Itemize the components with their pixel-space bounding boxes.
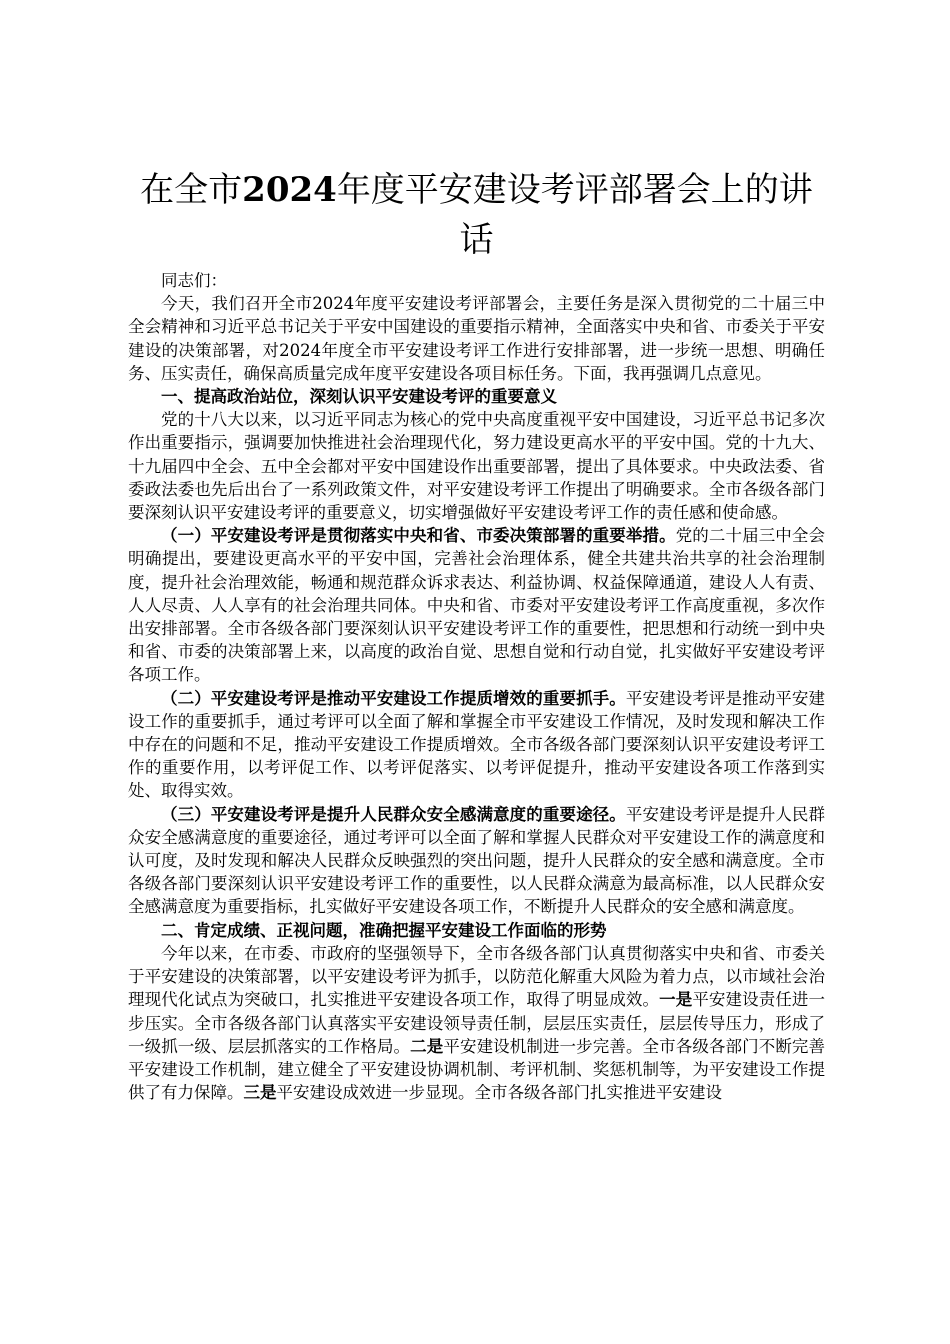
salutation: 同志们： [161, 271, 227, 290]
point-two-lead: 二是 [410, 1036, 444, 1056]
subsection-1c-lead: （三）平安建设考评是提升人民群众安全感满意度的重要途径。 [161, 804, 626, 824]
section1-paragraph: 党的十八大以来，以习近平同志为核心的党中央高度重视平安中国建设，习近平总书记多次作出重要指示，强调要加快推进社会治理现代化，努力建设更高水平的平安中国。党的十九大、十九届四中全会、五中全会都对平安中国建设作出重要部署，提出了具体要求。中央政法委、省委政法委也先后出台了一系列政策文件，对平安建设考评工作提出了明确要求。全市各级各部门要深刻认识平安建设考评的重要意义，切实增强做好平安建设考评工作的责任感和使命感。 [128, 410, 825, 523]
subsection-1a-lead: （一）平安建设考评是贯彻落实中央和省、市委决策部署的重要举措。 [161, 526, 676, 546]
section2-heading: 二、肯定成绩、正视问题，准确把握平安建设工作面临的形势 [161, 920, 607, 940]
subsection-1b-lead: （二）平安建设考评是推动平安建设工作提质增效的重要抓手。 [161, 688, 626, 708]
section1-heading: 一、提高政治站位，深刻认识平安建设考评的重要意义 [161, 387, 557, 407]
point-three-lead: 三是 [243, 1083, 277, 1103]
title-year: 2024 [242, 170, 337, 210]
subsection-1a [128, 524, 825, 686]
point-one-lead: 一是 [659, 990, 693, 1010]
document-title [128, 165, 825, 265]
subsection-1a-body: 党的二十届三中全会明确提出，要建设更高水平的平安中国，完善社会治理体系，健全共建共治共享的社会治理制度，提升社会治理效能，畅通和规范群众诉求表达、利益协调、权益保障通道，建设人人有责、人人尽责、人人享有的社会治理共同体。中央和省、市委对平安建设考评工作高度重视，多次作出安排部署。全市各级各部门要深刻认识平安建设考评工作的重要性，把思想和行动统一到中央和省、市委的决策部署上来，以高度的政治自觉、思想自觉和行动自觉，扎实做好平安建设考评各项工作。 [128, 526, 826, 685]
title-suffix: 年度平安建设考评部署会上的讲话 [336, 170, 813, 260]
subsection-1c-body: 平安建设考评是提升人民群众安全感满意度的重要途径，通过考评可以全面了解和掌握人民群众对平安建设工作的满意度和认可度，及时发现和解决人民群众反映强烈的突出问题，提升人民群众的安全感和满意度。全市各级各部门要深刻认识平安建设考评工作的重要性，以人民群众满意为最高标准，以人民群众安全感满意度为重要指标，扎实做好平安建设各项工作，不断提升人民群众的安全感和满意度。 [128, 804, 826, 917]
section2-text-a: 今年以来，在市委、市政府的坚强领导下，全市各级各部门认真贯彻落实中央和省、市委关于平安建设的决策部署，以平安建设考评为抓手，以防范化解重大风险为着力点，以市域社会治理现代化试点为突破口，扎实推进平安建设各项工作，取得了明显成效。 [128, 943, 825, 1010]
subsection-1b-body: 平安建设考评是推动平安建设工作的重要抓手，通过考评可以全面了解和掌握全市平安建设工作情况，及时发现和解决工作中存在的问题和不足，推动平安建设工作提质增效。全市各级各部门要深刻认识平安建设考评工作的重要作用，以考评促工作、以考评促落实、以考评促提升，推动平安建设各项工作落到实处、取得实效。 [128, 688, 826, 801]
subsection-1c [128, 803, 825, 919]
section2-paragraph [128, 942, 825, 1104]
point-three-text: 平安建设成效进一步显现。全市各级各部门扎实推进平安建设 [276, 1083, 722, 1103]
point-one-text: 平安建设责任进一步压实。全市各级各部门认真落实平安建设领导责任制，层层压实责任，层层传导压力，形成了一级抓一级、层层抓落实的工作格局。 [128, 990, 826, 1056]
point-two-text: 平安建设机制进一步完善。全市各级各部门不断完善平安建设工作机制，建立健全了平安建设协调机制、考评机制、奖惩机制等，为平安建设工作提供了有力保障。 [128, 1036, 826, 1103]
intro-paragraph: 今天，我们召开全市2024年度平安建设考评部署会，主要任务是深入贯彻党的二十届三中全会精神和习近平总书记关于平安中国建设的重要指示精神，全面落实中央和省、市委关于平安建设的决策部署，对2024年度全市平安建设考评工作进行安排部署，进一步统一思想、明确任务、压实责任，确保高质量完成年度平安建设各项目标任务。下面，我再强调几点意见。 [128, 294, 825, 383]
document-page [128, 165, 825, 1104]
title-prefix: 在全市 [140, 170, 243, 210]
subsection-1b [128, 687, 825, 803]
